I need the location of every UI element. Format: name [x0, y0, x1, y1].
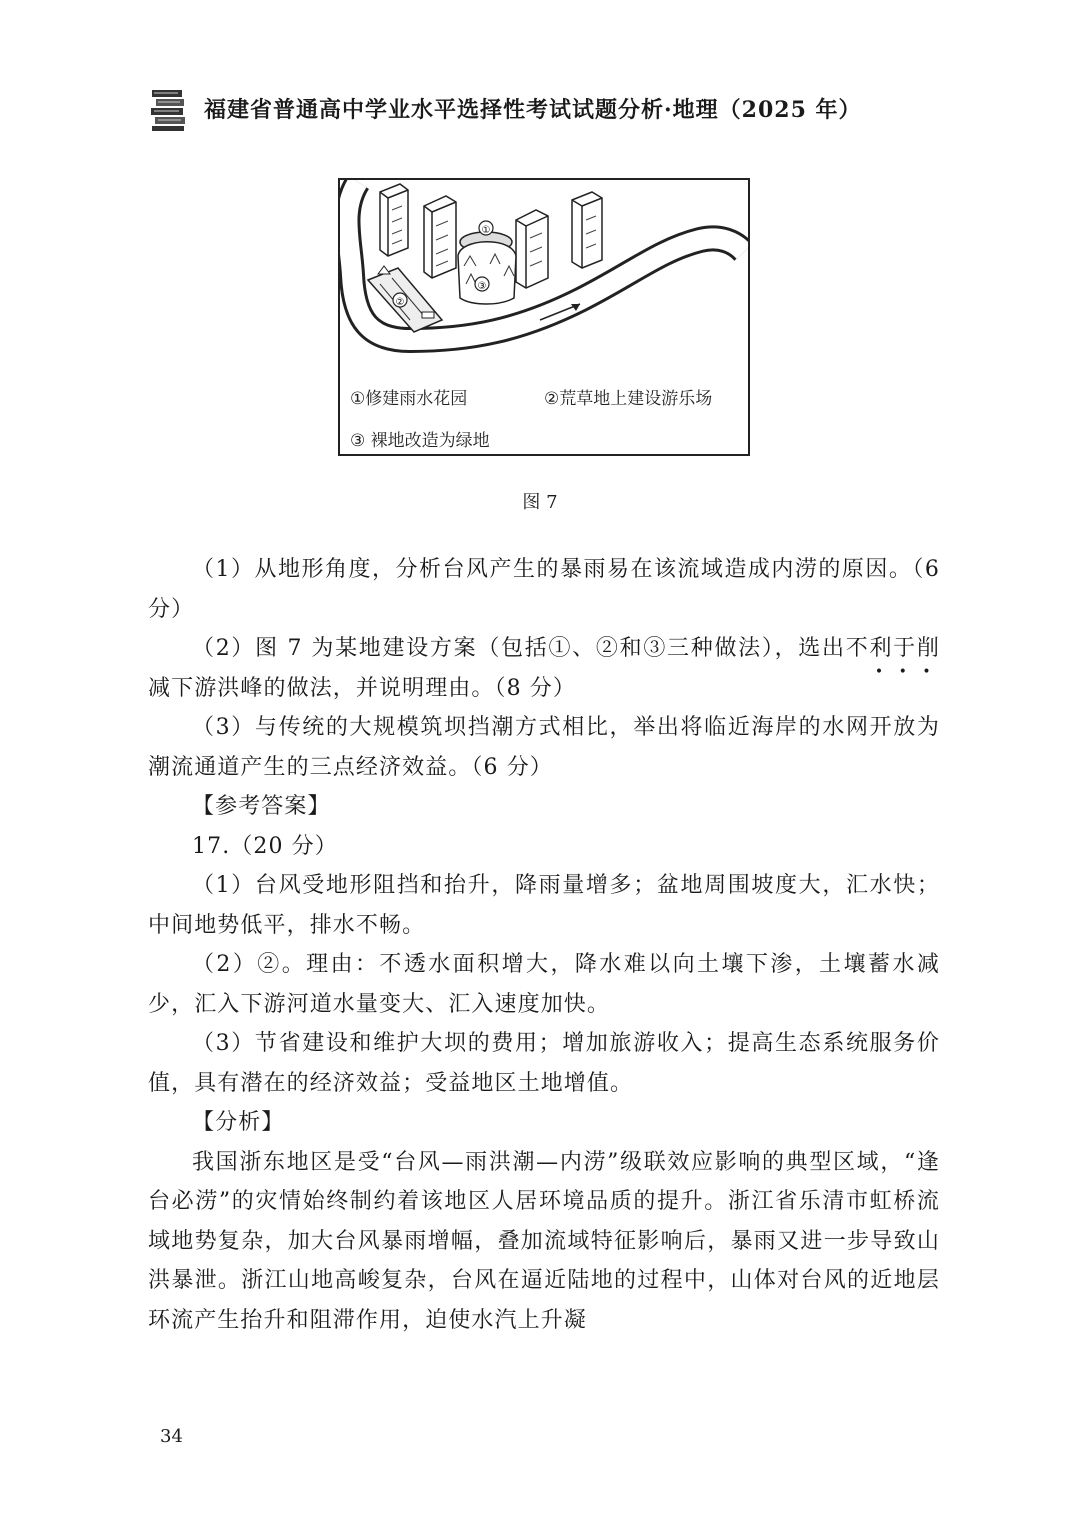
emphasis-char: 于 [893, 636, 917, 661]
legend-item-2: ②荒草地上建设游乐场 [544, 389, 713, 409]
question-2 [148, 629, 940, 708]
header-title: 福建省普通高中学业水平选择性考试试题分析·地理（2025 年） [204, 96, 862, 123]
figure-illustration [340, 180, 748, 454]
legend-item-1: ①修建雨水花园 [350, 389, 468, 409]
analysis-text: 我国浙东地区是受“台风—雨洪潮—内涝”级联效应影响的典型区域，“逢台必涝”的灾情始终制约着该地区人居环境品质的提升。浙江省乐清市虹桥流域地势复杂，加大台风暴雨增幅，叠加流域特征影响后，暴雨又进一步导致山洪暴泄。浙江山地高峻复杂，台风在逼近陆地的过程中，山体对台风的近地层环流产生抬升和阻滞作用，迫使水汽上升凝 [148, 1149, 940, 1333]
answer-1: （1）台风受地形阻挡和抬升，降雨量增多；盆地周围坡度大，汇水快；中间地势低平，排水不畅。 [148, 873, 940, 938]
answer-3: （3）节省建设和维护大坝的费用；增加旅游收入；提高生态系统服务价值，具有潜在的经济效益；受益地区土地增值。 [148, 1031, 940, 1096]
main-text [148, 550, 940, 1340]
book-stack-icon [148, 84, 192, 132]
marker-2: ② [395, 297, 405, 308]
building [380, 184, 408, 256]
page-header [148, 82, 948, 134]
figure-caption: 图 7 [522, 492, 558, 513]
building [424, 196, 456, 278]
answer-number: 17.（20 分） [192, 833, 338, 859]
building [516, 210, 548, 288]
question-2-text-start: （2）图 7 为某地建设方案（包括①、②和③三种做法），选出 [192, 636, 846, 661]
emphasis-char: 不 [845, 636, 870, 661]
marker-1: ① [481, 225, 491, 236]
answer-2: （2）②。理由：不透水面积增大，降水难以向土壤下渗，土壤蓄水减少，汇入下游河道水量变大、汇入速度加快。 [148, 952, 940, 1017]
emphasis-char: 利 [869, 636, 894, 661]
building [572, 192, 602, 268]
page-number: 34 [160, 1426, 183, 1447]
answers-heading: 【参考答案】 [192, 794, 331, 819]
rain-garden [458, 232, 516, 304]
figure-7 [338, 178, 750, 456]
legend-item-3: ③ 裸地改造为绿地 [350, 431, 490, 451]
marker-3: ③ [477, 281, 487, 292]
analysis-heading: 【分析】 [192, 1110, 285, 1135]
question-3: （3）与传统的大规模筑坝挡潮方式相比，举出将临近海岸的水网开放为潮流通道产生的三点经济效益。（6 分） [148, 715, 940, 780]
question-2-text-end: 削减下游洪峰的做法，并说明理由。（8 分） [148, 636, 940, 701]
question-1: （1）从地形角度，分析台风产生的暴雨易在该流域造成内涝的原因。（6 分） [148, 557, 940, 622]
